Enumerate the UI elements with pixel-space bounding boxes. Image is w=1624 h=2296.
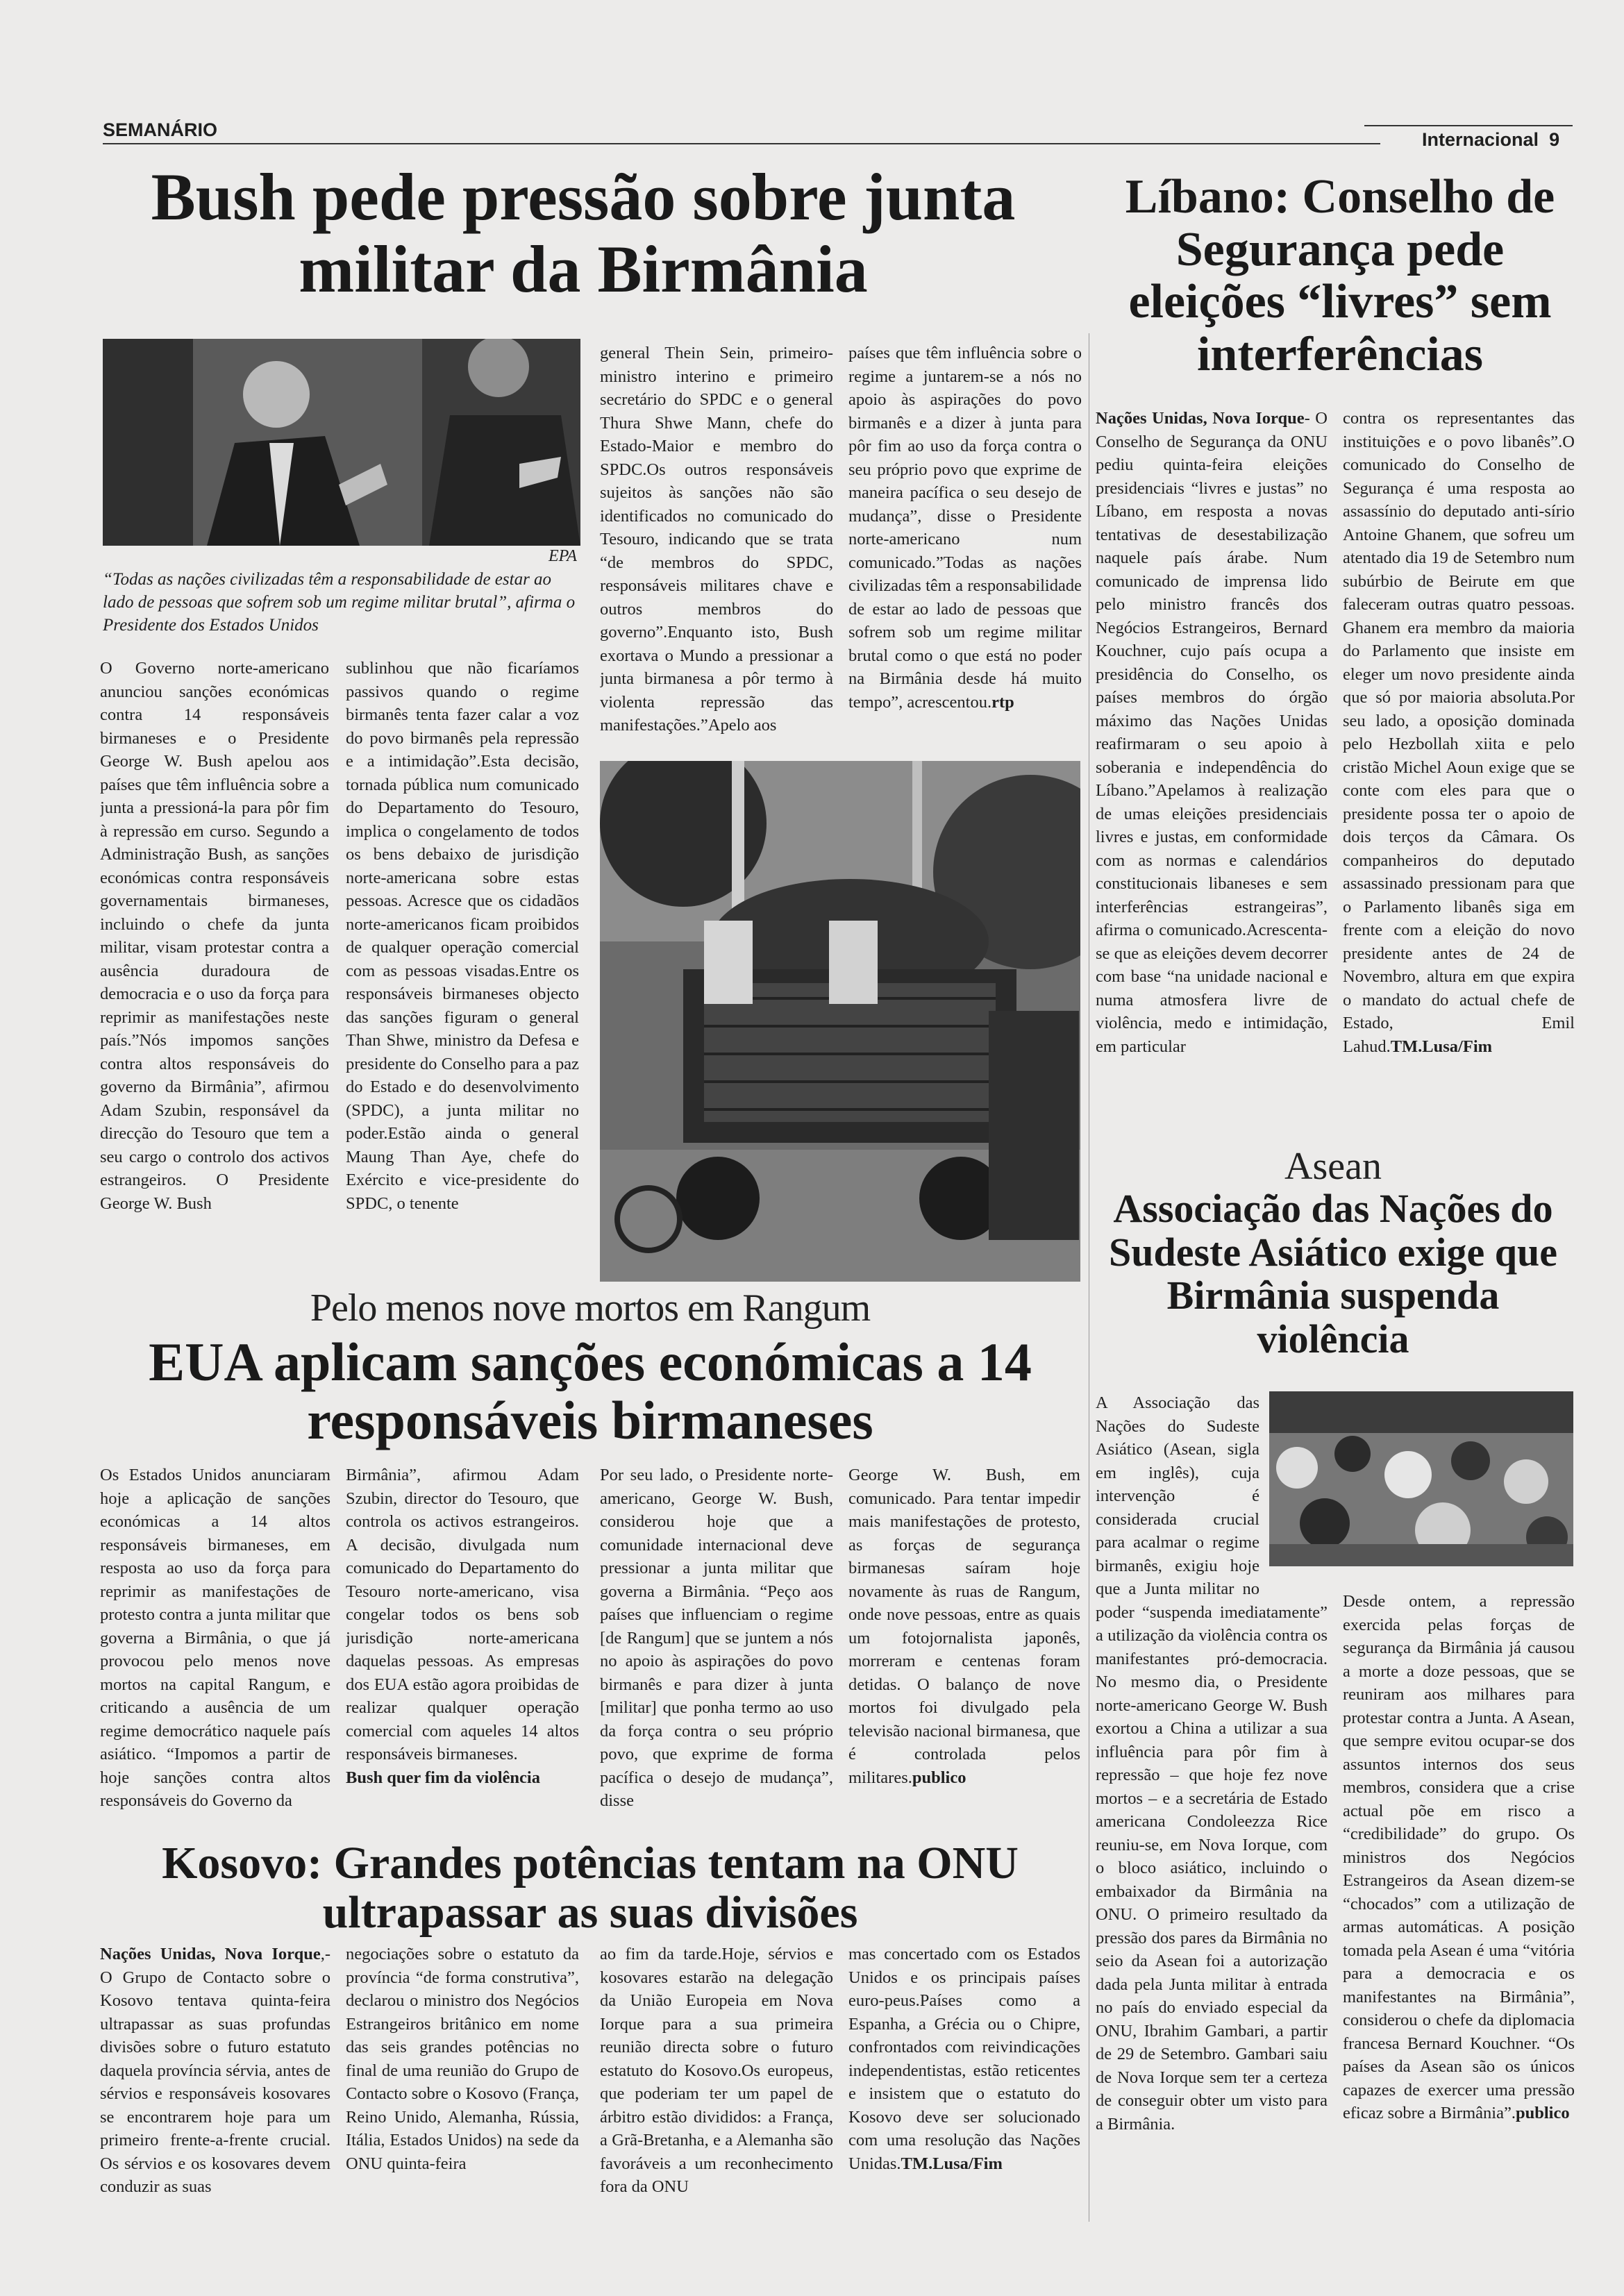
eua-column-1: Os Estados Unidos anunciaram hoje a aplicação de sanções económicas a 14 altos responsáveis birmaneses, em resposta ao uso da força para reprimir as manifestações de protesto contra a junta militar que governa a Birmânia, o que já provocou pelo menos nove mortos na capital Rangum, e criticando a ausência de um regime democrático naquele país asiático. “Impomos a partir de hoje sanções contra altos responsáveis do Governo da <box>100 1466 330 1810</box>
eua-column-3: Por seu lado, o Presidente norte-americano, George W. Bush, considerou hoje que a comunidade internacional deve pressionar a junta militar que governa a Birmânia. “Peço aos países que influenciam o regime [de Rangum] que se juntem a nós no apoio às aspirações do povo birmanês e para dizer à junta [militar] que ponha termo ao uso da força contra o seu próprio povo, que exprime de forma pacífica o desejo de mudança”, disse <box>600 1466 833 1810</box>
bush-column-4: países que têm influência sobre o regime a juntarem-se a nós no apoio às aspirações do povo birmanês e a dizer à junta para pôr fim ao uso da força contra o seu próprio povo que exprime de maneira pacífica o seu desejo de mudança”, disse o Presidente norte-americano num comunicado.”Todas as nações civilizadas têm a responsabilidade de estar ao lado de pessoas que sofrem sob um regime militar brutal como o que está no poder na Birmânia desde há muito tempo”, acrescentou.rtp <box>848 344 1082 712</box>
kosovo-column-4: mas concertado com os Estados Unidos e os principais países euro-peus.Países como a Espanha, a Grécia ou o Chipre, confrontados com reivindicações independentistas, estão reticentes e insistem que o estatuto do Kosovo deve ser solucionado com uma resolução das Nações Unidas.TM.Lusa/Fim <box>848 1945 1080 2173</box>
page-section: Internacional 9 <box>1422 129 1560 150</box>
header-rule-right <box>1364 125 1573 126</box>
libano-column-1: Nações Unidas, Nova Iorque- O Conselho de Segurança da ONU pediu quinta-feira eleições presidenciais “livres e justas” no Líbano, em resposta a novas tentativas de desestabilização naquele país árabe. Num comunicado de imprensa lido pelo ministro francês dos Negócios Estrangeiros, Bernard Kouchner, cujo país ocupa a presidência do Conselho, os países membros do órgão máximo das Nações Unidas reafirmaram o seu apoio à soberania e independência do Líbano.”Apelamos à realização de umas eleições presidenciais livres e justas, em conformidade com as normas e calendários constitucionais libaneses e sem interferências estrangeiras”, afirma o comunicado.Acrescenta-se que as eleições devem decorrer com base “na unidade nacional e numa atmosfera livre de violência, medo e intimidação, em particular <box>1096 409 1328 1056</box>
libano-headline: Líbano: Conselho de Segurança pede eleições “livres” sem interferências <box>1125 170 1555 381</box>
bush-column-2: sublinhou que não ficaríamos passivos quando o regime birmanês tenta fazer calar a voz do povo birmanês pela repressão e a intimidação”.Esta decisão, tornada pública num comunicado do Departamento do Tesouro, implica o congelamento de todos os bens debaixo de jurisdição norte-americana sobre estas pessoas. Acresce que os cidadãos norte-americanos ficam proibidos de qualquer operação comercial com as pessoas visadas.Entre os responsáveis birmaneses objecto das sanções figuram o general Than Shwe, ministro da Defesa e presidente do Conselho para a paz do Estado e do desenvolvimento (SPDC), a junta militar no poder.Estão ainda o general Maung Than Aye, chefe do Exército e vice-presidente do SPDC, o tenente <box>346 659 579 1213</box>
eua-column-4: George W. Bush, em comunicado. Para tentar impedir mais manifestações de protesto, as forças de segurança birmanesas saíram hoje novamente às ruas de Rangum, onde nove pessoas, entre as quais um fotojornalista japonês, morreram e centenas foram detidas. O balanço de nove mortos foi divulgado pela televisão nacional birmanesa, que é controlada pelos militares.publico <box>848 1466 1080 1787</box>
header-rule-left <box>103 143 1380 144</box>
asean-kicker: Asean <box>1284 1145 1382 1188</box>
bush-photo-caption: “Todas as nações civilizadas têm a responsabilidade de estar ao lado de pessoas que sofrem sob um regime militar brutal”, afirma o Presidente dos Estados Unidos <box>103 570 576 635</box>
bush-headline: Bush pede pressão sobre junta militar da Birmânia <box>151 160 1016 306</box>
kosovo-headline: Kosovo: Grandes potências tentam na ONU ultrapassar as suas divisões <box>162 1838 1019 1938</box>
eua-kicker: Pelo menos nove mortos em Rangum <box>310 1287 871 1330</box>
military-truck-photo <box>600 761 1080 1282</box>
libano-column-2: contra os representantes das instituições e o povo libanês”.O comunicado do Conselho de Segurança é uma resposta ao assassínio do deputado anti-sírio Antoine Ghanem, que sofreu um atentado dia 19 de Setembro num subúrbio de Beirute em que faleceram outras quatro pessoas. Ghanem era membro da maioria do Parlamento que insiste em eleger um novo presidente ainda que só por maioria absoluta.Por seu lado, a oposição dominada pelo Hezbollah xiita e pelo cristão Michel Aoun exige que se conte com eles para que o presidente possa ter o apoio de dois terços da Câmara. Os companheiros do deputado assassinado pressionam para que o Parlamento libanês siga em frente com a eleição do novo presidente antes de 24 de Novembro, altura em que expira o mandato do actual chefe de Estado, Emil Lahud.TM.Lusa/Fim <box>1343 409 1575 1056</box>
asean-column-1: A Associação das Nações do Sudeste Asiático (Asean, sigla em inglês), cuja intervenção é considerada crucial para acalmar o regime birmanês, exigiu hoje que a Junta militar no poder “suspenda imediatamente” a utilização da violência contra os manifestantes pró-democracia. No mesmo dia, o Presidente norte-americano George W. Bush exortou a China a utilizar a sua influência para pôr fim à repressão – que hoje fez nove mortos – e a secretária de Estado americana Condoleezza Rice reuniu-se, em Nova Iorque, com o bloco asiático, incluindo o embaixador da Birmânia na ONU. O primeiro resultado da pressão dos pares da Birmânia no seio da Asean foi a autorização dada pela Junta militar à entrada no país do enviado especial da ONU, Ibrahim Gambari, a partir de 29 de Setembro. Gambari saiu de Nova Iorque sem ter a certeza de conseguir obter um visto para a Birmânia. <box>1096 1393 1328 2134</box>
section-label: SEMANÁRIO <box>103 119 218 140</box>
eua-column-2: Birmânia”, afirmou Adam Szubin, director do Tesouro, que controla os activos estrangeiros. A decisão, divulgada num comunicado do Departamento do Tesouro norte-americano, visa congelar todos os bens sob jurisdição norte-americana daquelas pessoas. As empresas dos EUA estão agora proibidas de realizar qualquer operação comercial com aqueles 14 altos responsáveis birmaneses. Bush quer fim da violência <box>346 1464 579 1838</box>
bush-photo-credit: EPA <box>549 547 577 565</box>
bush-column-1: O Governo norte-americano anunciou sanções económicas contra 14 responsáveis birmaneses e o Presidente George W. Bush apelou aos países que têm influência sobre a junta a pressioná-la para pôr fim à repressão em curso. Segundo a Administração Bush, as sanções económicas contra responsáveis governamentais birmaneses, incluindo o chefe da junta militar, visam protestar contra a ausência duradoura de democracia e o uso da força para reprimir as manifestações neste país.”Nós impomos sanções contra altos responsáveis do governo da Birmânia”, afirmou Adam Szubin, responsável da direcção do Tesouro que tem a seu cargo o controlo dos activos estrangeiros. O Presidente George W. Bush <box>100 659 329 1213</box>
asean-headline: Associação das Nações do Sudeste Asiático exige que Birmânia suspenda violência <box>1108 1186 1558 1361</box>
bush-photo <box>103 339 580 546</box>
eua-subheading: Bush quer fim da violência <box>346 1768 540 1787</box>
kosovo-column-2: negociações sobre o estatuto da província “de forma construtiva”, declarou o ministro dos Negócios Estrangeiros britânico em nome das seis grandes potências no final de uma reunião do Grupo de Contacto sobre o Kosovo (França, Reino Unido, Alemanha, Rússia, Itália, Estados Unidos) na sede da ONU quinta-feira <box>346 1945 579 2173</box>
bush-column-3: general Thein Sein, primeiro-ministro interino e primeiro secretário do SPDC e o general Thura Shwe Mann, chefe do Estado-Maior e membro do SPDC.Os outros responsáveis sujeitos às sanções não são identificados no comunicado do Tesouro, indicando que se trata “de membros do SPDC, responsáveis militares chave e outros membros do governo”.Enquanto isto, Bush exortava o Mundo a pressionar a junta birmanesa a pôr termo à violenta repressão das manifestações.”Apelo aos <box>600 344 833 735</box>
kosovo-column-1: Nações Unidas, Nova Iorque,- O Grupo de Contacto sobre o Kosovo tentava quinta-feira ultrapassar as suas profundas divisões sobre o futuro estatuto daquela província sérvia, antes de sérvios e responsáveis kosovares se encontrarem hoje para um primeiro frente-a-frente crucial. Os sérvios e os kosovares devem conduzir as suas <box>100 1945 330 2196</box>
eua-headline: EUA aplicam sanções económicas a 14 responsáveis birmaneses <box>149 1332 1032 1451</box>
kosovo-column-3: ao fim da tarde.Hoje, sérvios e kosovares estarão na delegação da União Europeia em Nova Iorque para a sua primeira reunião directa sobre o futuro estatuto do Kosovo.Os europeus, que poderiam ter um papel de árbitro estão divididos: a França, a Grã-Bretanha, e a Alemanha são favoráveis a um reconhecimento fora da ONU <box>600 1945 833 2196</box>
asean-column-2: Desde ontem, a repressão exercida pelas forças de segurança da Birmânia já causou a morte a doze pessoas, que se reuniram aos milhares para protestar contra a Junta. A Asean, que sempre evitou ocupar-se dos assuntos internos dos seus membros, considera que a crise actual põe em risco a “credibilidade” do grupo. Os ministros dos Negócios Estrangeiros da Asean dizem-se “chocados” com a utilização de armas automáticas. A posição tomada pela Asean é uma “vitória para a democracia e os manifestantes na Birmânia”, considerou o chefe da diplomacia francesa Bernard Kouchner. “Os países da Asean são os únicos capazes de exercer uma pressão eficaz sobre a Birmânia”.publico <box>1343 1592 1575 2122</box>
